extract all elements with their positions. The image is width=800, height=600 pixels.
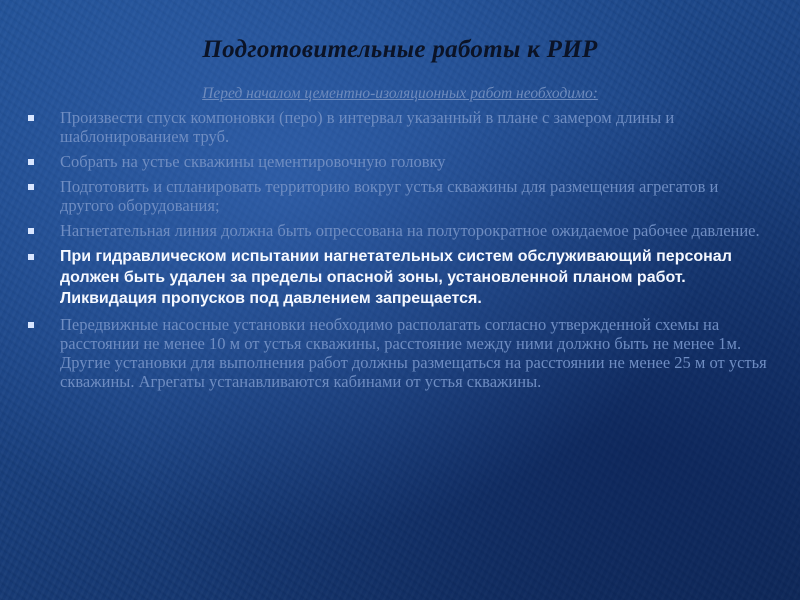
list-item [28,177,768,215]
list-item-text: При гидравлическом испытании нагнетательных систем обслуживающий персонал должен быть удален за пределы опасной зоны, установленной планом работ. Ликвидация пропусков под давлением запрещается. [60,248,732,307]
list-item [28,108,768,146]
list-item [28,315,768,391]
square-bullet-icon [28,254,34,260]
list-item [28,221,768,240]
bullet-list [28,108,768,397]
square-bullet-icon [28,228,34,234]
square-bullet-icon [28,322,34,328]
list-item-text: Собрать на устье скважины цементировочную головку [60,152,446,171]
list-item [28,152,768,171]
list-item-text: Передвижные насосные установки необходимо располагать согласно утвержденной схемы на расстоянии не менее 10 м от устья скважины, расстояние между ними должно быть не менее 1м. Другие установки для выполнения работ должны размещаться на расстоянии не менее 25 м от устья скважины. Агрегаты устанавливаются кабинами от устья скважины. [60,315,767,391]
slide-subtitle: Перед началом цементно-изоляционных работ необходимо: [202,85,598,102]
slide-title: Подготовительные работы к РИР [202,36,598,63]
square-bullet-icon [28,184,34,190]
square-bullet-icon [28,115,34,121]
list-item-text: Нагнетательная линия должна быть опрессована на полуторократное ожидаемое рабочее давление. [60,221,760,240]
list-item-highlighted [28,246,768,309]
list-item-text: Подготовить и спланировать территорию вокруг устья скважины для размещения агрегатов и другого оборудования; [60,177,719,215]
square-bullet-icon [28,159,34,165]
list-item-text: Произвести спуск компоновки (перо) в интервал указанный в плане с замером длины и шаблонированием труб. [60,108,675,146]
